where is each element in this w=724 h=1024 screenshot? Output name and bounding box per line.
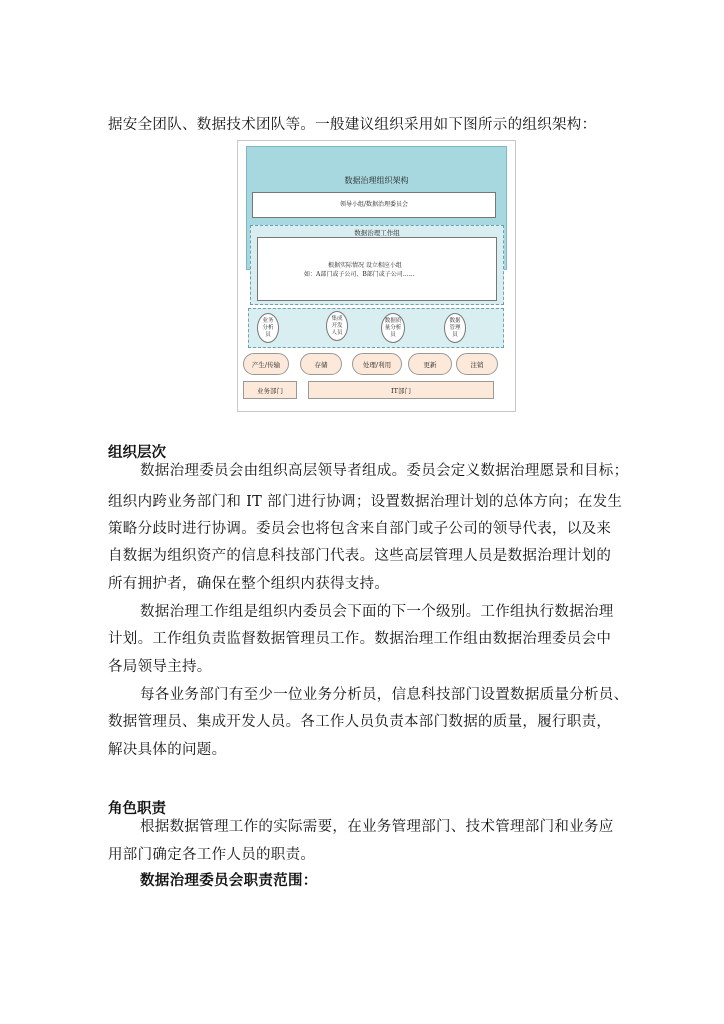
dept-it: IT部门	[308, 381, 494, 399]
paragraph-line: 各局领导主持。	[108, 659, 212, 675]
paragraph-line: 解决具体的问题。	[108, 742, 227, 758]
workgroup-note-2: 如：A部门或子公司、B部门或子公司……	[304, 271, 415, 278]
paragraph-line: 计划。工作组负责监督数据管理员工作。数据治理工作组由数据治理委员会中	[108, 631, 612, 647]
paragraph-line: 自数据为组织资产的信息科技部门代表。这些高层管理人员是数据治理计划的	[108, 548, 612, 564]
paragraph-line: 所有拥护者，确保在整个组织内获得支持。	[108, 576, 390, 592]
stage-deregister: 注销	[456, 353, 498, 375]
stage-storage: 存储	[300, 353, 342, 375]
section-heading-roles: 角色职责	[108, 800, 166, 817]
org-structure-diagram	[237, 140, 516, 412]
stage-update: 更新	[408, 353, 452, 375]
workgroup-note-1: 根据实际情况 设立相应小组	[328, 262, 402, 269]
paragraph-line: 数据治理委员会由组织高层领导者组成。委员会定义数据治理愿景和目标；	[140, 463, 629, 479]
role-data-quality-analyst: 数据质量分析员	[381, 313, 405, 343]
stage-process-use: 处理/利用	[352, 353, 402, 375]
roles-region	[248, 308, 504, 348]
paragraph-line: 用部门确定各工作人员的职责。	[108, 847, 316, 863]
paragraph-line: 策略分歧时进行协调。委员会也将包含来自部门或子公司的领导代表，以及来	[108, 521, 612, 537]
leader-box: 领导小组/数据治理委员会	[252, 192, 496, 218]
workgroup-region	[250, 225, 504, 305]
paragraph-line: 每各业务部门有至少一位业务分析员，信息科技部门设置数据质量分析员、	[140, 687, 629, 703]
role-integration-developer: 集成开发人员	[326, 311, 348, 341]
intro-line: 据安全团队、数据技术团队等。一般建议组织采用如下图所示的组织架构：	[108, 117, 597, 133]
role-business-analyst: 业务分析员	[257, 313, 279, 343]
section-heading-org-levels: 组织层次	[108, 444, 166, 461]
subheading-committee-scope: 数据治理委员会职责范围：	[140, 872, 318, 889]
paragraph-line: 数据治理工作组是组织内委员会下面的下一个级别。工作组执行数据治理	[140, 604, 614, 620]
paragraph-line: 数据管理员、集成开发人员。各工作人员负责本部门数据的质量，履行职责，	[108, 714, 612, 730]
paragraph-line: 组织内跨业务部门和 IT 部门进行协调；设置数据治理计划的总体方向；在发生	[108, 494, 623, 510]
dept-business: 业务部门	[243, 381, 297, 399]
diagram-title: 数据治理组织架构	[344, 176, 409, 185]
paragraph-line: 根据数据管理工作的实际需要，在业务管理部门、技术管理部门和业务应	[140, 819, 614, 835]
workgroup-title: 数据治理工作组	[354, 229, 400, 237]
workgroup-note-box	[257, 237, 497, 301]
stage-generate-transfer: 产生/传输	[243, 353, 289, 375]
role-data-steward: 数据管理员	[444, 313, 466, 343]
